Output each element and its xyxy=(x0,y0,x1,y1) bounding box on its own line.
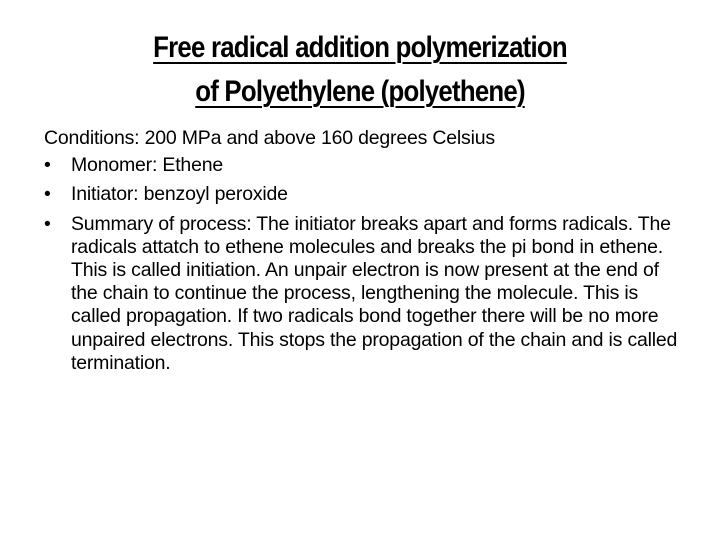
bullet-item-initiator xyxy=(44,183,684,206)
conditions-text: Conditions: 200 MPa and above 160 degrees Celsius xyxy=(44,127,495,149)
slide-title xyxy=(85,26,635,114)
bullet-text: Monomer: Ethene xyxy=(71,154,224,177)
bullet-item-summary xyxy=(44,213,684,375)
bullet-icon: • xyxy=(44,183,51,206)
bullet-text: Initiator: benzoyl peroxide xyxy=(71,183,288,206)
bullet-icon: • xyxy=(44,212,51,235)
bullet-list xyxy=(44,154,684,375)
title-line-1: Free radical addition polymerization xyxy=(153,31,567,64)
bullet-icon: • xyxy=(44,154,51,177)
title-line-2: of Polyethylene (polyethene) xyxy=(195,75,525,108)
slide-body xyxy=(44,127,684,381)
bullet-text: Summary of process: The initiator breaks apart and forms radicals. The radicals attatch to ethene molecules and breaks the pi bond in ethene. This is called initiation. An unpair electron is now present at the end of the chain to continue the process, lengthening the molecule. This is called propagation. If two radicals bond together there will be no more unpaired electrons. This stops the propagation of the chain and is called termination. xyxy=(71,212,678,374)
bullet-item-monomer xyxy=(44,154,684,177)
